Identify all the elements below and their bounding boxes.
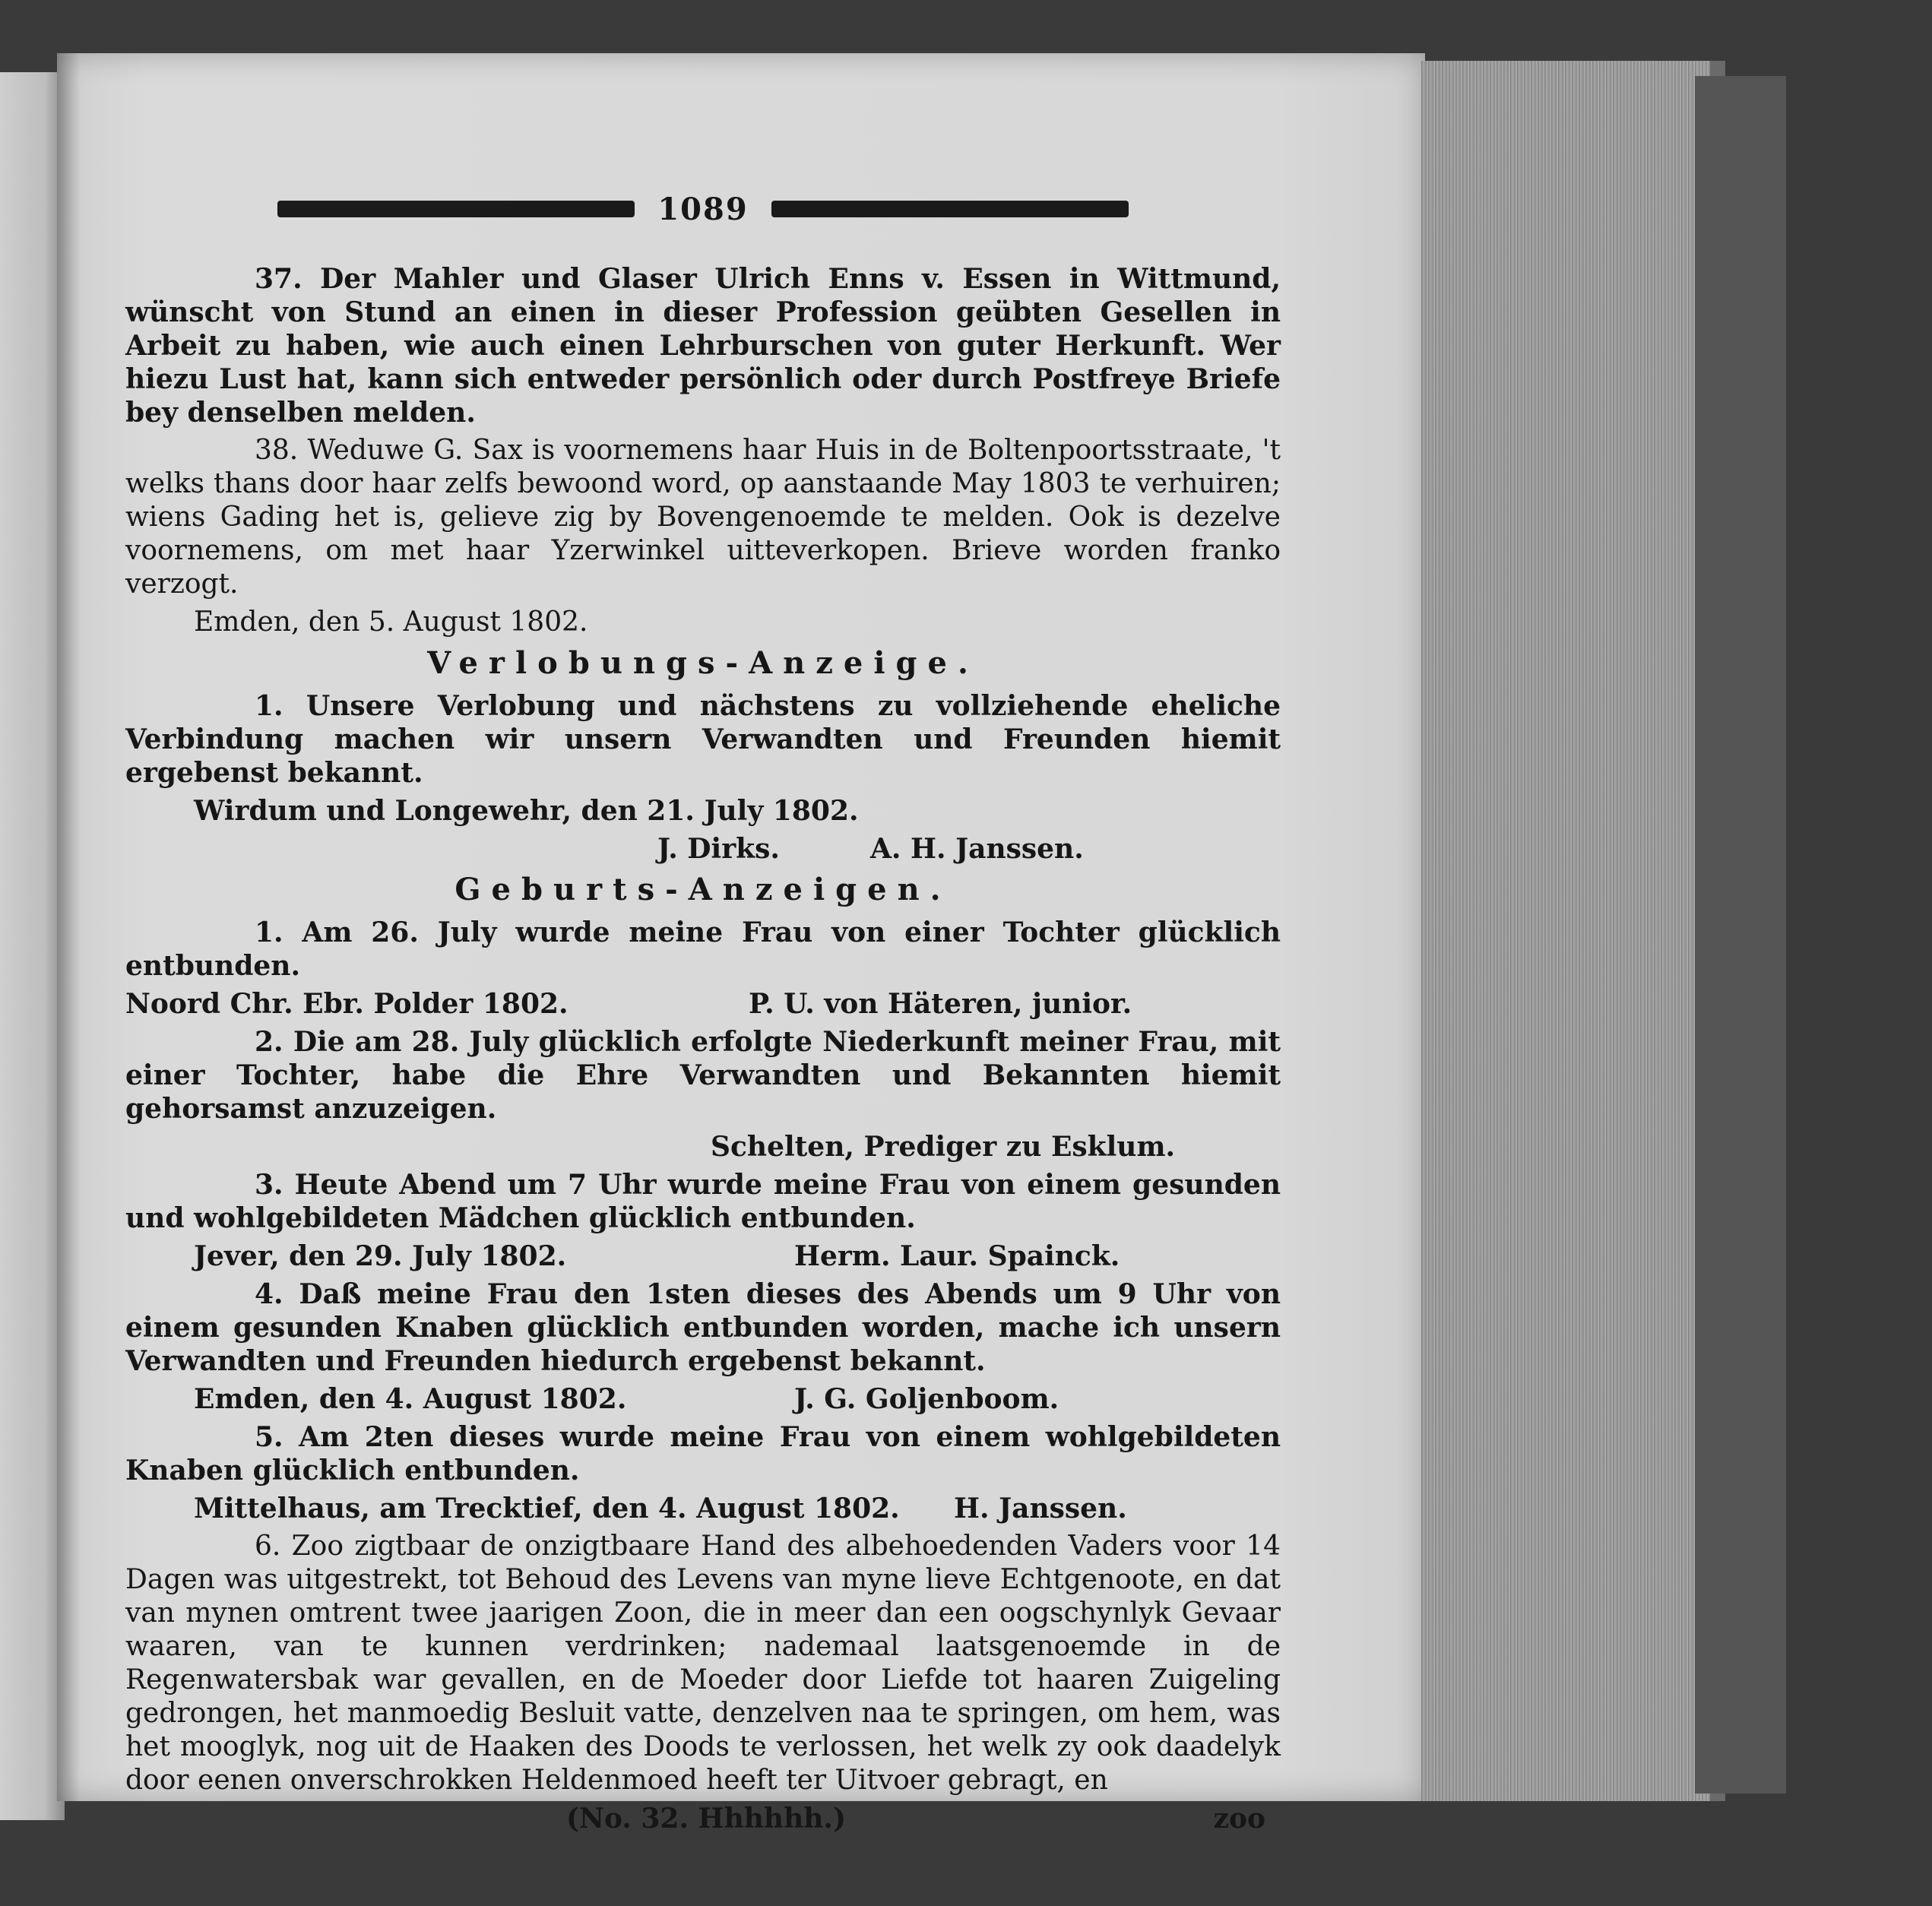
geburt-entry-5-date: Mittelhaus, am Trecktief, den 4. August 1802. [194,1493,900,1524]
geburt-entry-1: 1. Am 26. July wurde meine Frau von einer Tochter glücklich entbunden. [125,917,1281,982]
geburt-entry-3: 3. Heute Abend um 7 Uhr wurde meine Frau von einem gesunden und wohlgebildeten Mädchen glücklich entbunden. [125,1169,1281,1234]
geburt-entry-1-signature: P. U. von Häteren, junior. [749,988,1132,1020]
book-cover [1695,76,1786,1794]
geburt-entry-4-date: Emden, den 4. August 1802. [194,1383,627,1415]
page-number: 1089 [657,191,749,227]
geburt-entry-2: 2. Die am 28. July glücklich erfolgte Niederkunft meiner Frau, mit einer Tochter, habe die Ehre Verwandten und Bekannten hiemit gehorsamst anzuzeigen. [125,1026,1281,1125]
geburt-entry-4: 4. Daß meine Frau den 1sten dieses des Abends um 9 Uhr von einem gesunden Knaben glücklich entbunden worden, mache ich unsern Verwandten und Freunden hiedurch ergebenst bekannt. [125,1278,1281,1377]
geburt-entry-1-footer [125,987,1281,1021]
notice-38: 38. Weduwe G. Sax is voornemens haar Huis in de Boltenpoortsstraate, 't welks thans door haar zelfs bewoond word, op aanstaande May 1803 te verhuiren; wiens Gading het is, gelieve zig by Bovengenoemde te melden. Ook is dezelve voornemens, om met haar Yzerwinkel uitteverkopen. Brieve worden franko verzogt. [125,435,1281,600]
page-text-column [125,186,1281,1835]
geburt-entry-3-signature: Herm. Laur. Spainck. [794,1240,1120,1272]
header-rule-right [771,201,1129,217]
page-block-edge [1421,61,1725,1801]
notice-38-date: Emden, den 5. August 1802. [194,606,588,638]
catchword: zoo [1213,1803,1265,1835]
header-rule-left [277,201,635,217]
verlobung-heading: Verlobungs-Anzeige. [427,645,979,681]
page-footer [125,1802,1281,1835]
printer-signature: (No. 32. Hhhhhh.) [566,1803,846,1835]
left-page-edge [0,72,65,1820]
geburt-entry-2-footer [125,1130,1281,1164]
geburt-heading: Geburts-Anzeigen. [454,872,952,907]
verlobung-entry-1-date: Wirdum und Longewehr, den 21. July 1802. [194,795,859,827]
geburt-entry-6: 6. Zoo zigtbaar de onzigtbaare Hand des albehoedenden Vaders voor 14 Dagen was uitgestrekt, tot Behoud des Levens van myne lieve Echtgenoote, en dat van mynen omtrent twee jaarigen Zoon, die in meer dan een oogschynlyk Gevaar waaren, van te kunnen verdrinken; nademaal laatsgenoemde in de Regenwatersbak war gevallen, en de Moeder door Liefde tot haaren Zuigeling gedrongen, het manmoedig Besluit vatte, denzelven naa te springen, om hem, was het mooglyk, nog uit de Haaken des Doods te verlossen, het welk zy ook daadelyk door eenen onverschrokken Heldenmoed heeft ter Uitvoer gebragt, en [125,1531,1281,1796]
geburt-entry-5-footer [125,1492,1281,1525]
geburt-entry-3-footer [125,1240,1281,1273]
page-header [277,186,1129,232]
geburt-entry-5-signature: H. Janssen. [954,1493,1127,1524]
signature-janssen: A. H. Janssen. [870,833,1084,865]
geburt-entry-5: 5. Am 2ten dieses wurde meine Frau von einem wohlgebildeten Knaben glücklich entbunden. [125,1421,1281,1486]
geburt-entry-4-signature: J. G. Goljenboom. [794,1383,1059,1415]
verlobung-entry-1: 1. Unsere Verlobung und nächstens zu vollziehende eheliche Verbindung machen wir unsern Verwandten und Freunden hiemit ergebenst bekannt. [125,690,1281,789]
signature-dirks: J. Dirks. [657,833,780,865]
notice-37: 37. Der Mahler und Glaser Ulrich Enns v. Essen in Wittmund, wünscht von Stund an einen in dieser Profession geübten Gesellen in Arbeit zu haben, wie auch einen Lehrburschen von guter Herkunft. Wer hiezu Lust hat, kann sich entweder persönlich oder durch Postfreye Briefe bey denselben melden. [125,263,1281,429]
verlobung-signatures [125,832,1281,866]
geburt-entry-1-place: Noord Chr. Ebr. Polder 1802. [125,988,569,1020]
geburt-entry-4-footer [125,1382,1281,1416]
geburt-entry-3-date: Jever, den 29. July 1802. [194,1240,567,1272]
geburt-entry-2-signature: Schelten, Prediger zu Esklum. [711,1131,1176,1163]
